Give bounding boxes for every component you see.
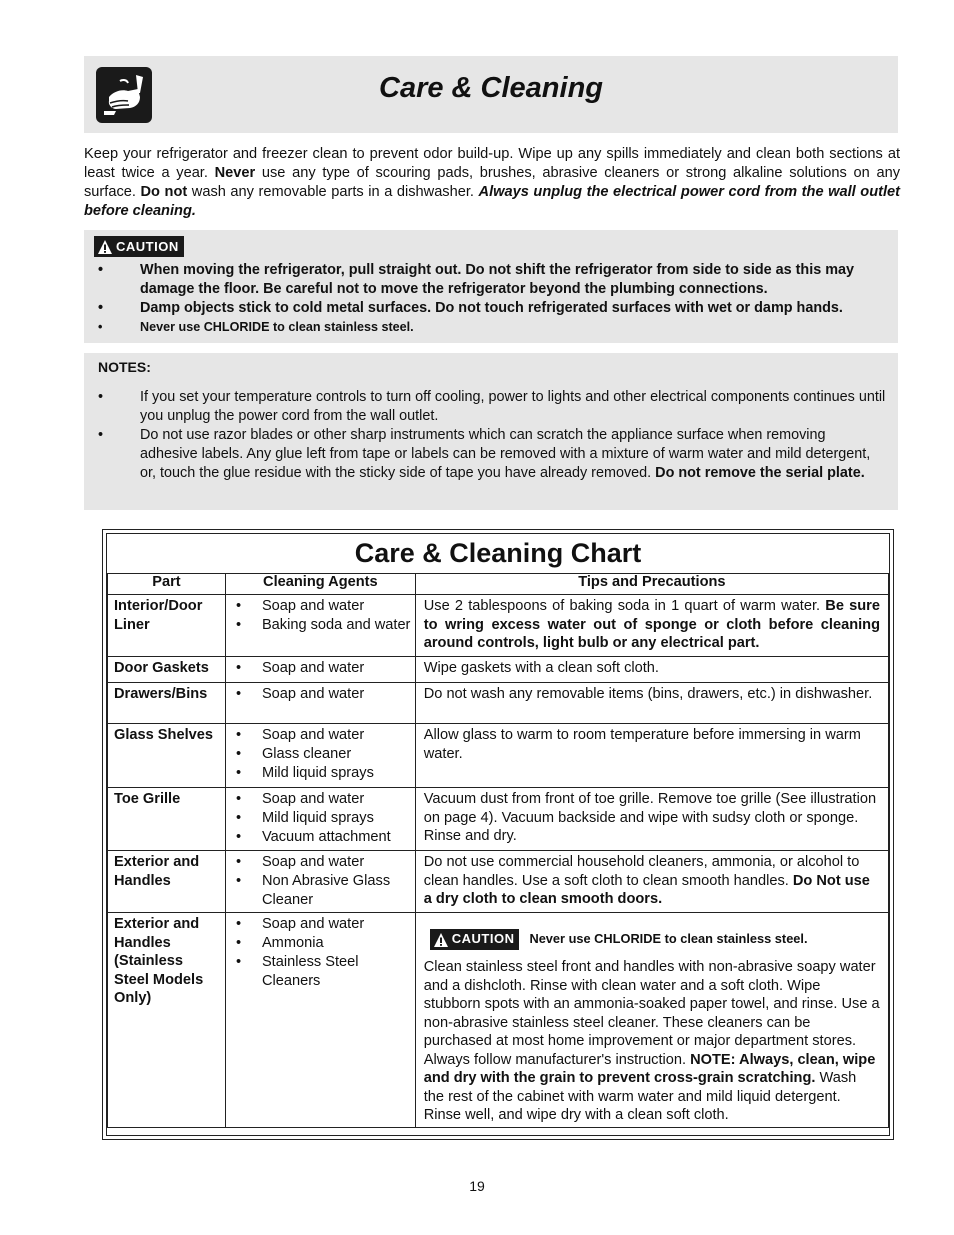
caution-item: • When moving the refrigerator, pull straight out. Do not shift the refrigerator from side to side as this may damage the floor. Be careful not to move the refrigerator beyond the plumbing connections. xyxy=(84,261,898,299)
table-row xyxy=(108,851,889,913)
table-row xyxy=(108,683,889,724)
intro-never: Never xyxy=(214,165,256,181)
agent-item: • Soap and water xyxy=(234,853,411,872)
tips-text: Vacuum dust from front of toe grille. Remove toe grille (See illustration on page 4). Vacuum backside and wipe with sudsy cloth or sponge. Rinse and dry. xyxy=(423,791,877,844)
intro-paragraph xyxy=(84,145,900,221)
intro-unplug-warning: Always unplug the electrical power cord from the wall outlet before cleaning. xyxy=(84,184,900,219)
agent-item: • Soap and water xyxy=(234,790,411,809)
agent-item: • Baking soda and water xyxy=(234,616,411,635)
caution-list xyxy=(84,261,898,337)
notes-item: • If you set your temperature controls to turn off cooling, power to lights and other electrical components continues until you unplug the power cord from the wall outlet. xyxy=(84,388,898,426)
tips-text: Allow glass to warm to room temperature before immersing in warm water. xyxy=(423,727,861,762)
agent-item: • Soap and water xyxy=(234,915,411,934)
row-agents xyxy=(225,851,415,913)
agent-item: • Non Abrasive Glass Cleaner xyxy=(234,872,411,910)
row-agents xyxy=(225,788,415,851)
caution-badge xyxy=(430,929,520,950)
row-part: Toe Grille xyxy=(108,788,226,851)
column-header-tips: Tips and Precautions xyxy=(415,574,888,595)
table-row xyxy=(108,913,889,1128)
tips-bold: Be sure to wring excess water out of sponge or cloth before cleaning around controls, light bulb or any electrical part. xyxy=(423,598,880,651)
page-title: Care & Cleaning xyxy=(379,72,603,104)
intro-text: use any type of scouring pads, brushes, abrasive cleaners or strong alkaline solutions on any surface. xyxy=(84,165,900,200)
stainless-caution xyxy=(424,929,880,950)
intro-text: wash any removable parts in a dishwasher. xyxy=(187,184,479,200)
table-row xyxy=(108,724,889,788)
agent-item: • Stainless Steel Cleaners xyxy=(234,953,411,991)
tips-bold: Do Not use a dry cloth to clean smooth doors. xyxy=(423,872,870,907)
chart-title: Care & Cleaning Chart xyxy=(354,538,642,568)
row-agents xyxy=(225,724,415,788)
caution-box xyxy=(84,230,898,343)
row-part: Drawers/Bins xyxy=(108,683,226,724)
caution-note: Never use CHLORIDE to clean stainless steel. xyxy=(529,931,808,947)
row-agents xyxy=(225,683,415,724)
caution-badge xyxy=(94,236,184,257)
column-header-part: Part xyxy=(108,574,226,595)
row-tips xyxy=(415,851,888,913)
tips-text: Do not wash any removable items (bins, drawers, etc.) in dishwasher. xyxy=(423,686,873,702)
row-part: Door Gaskets xyxy=(108,657,226,683)
row-tips xyxy=(415,913,888,1128)
agent-item: • Mild liquid sprays xyxy=(234,809,411,828)
notes-list xyxy=(84,388,898,483)
tips-text: Wash the rest of the cabinet with warm water and mild liquid detergent. Rinse well, and wipe dry with a clean soft cloth. xyxy=(423,1070,857,1123)
row-agents xyxy=(225,913,415,1128)
care-cleaning-chart xyxy=(102,529,894,1140)
header-band xyxy=(84,56,898,133)
tips-bold: NOTE: Always, clean, wipe and dry with the grain to prevent cross-grain scratching. xyxy=(423,1051,876,1086)
agent-item: • Mild liquid sprays xyxy=(234,764,411,783)
table-row xyxy=(108,657,889,683)
notes-title: NOTES: xyxy=(98,359,151,375)
chart-table xyxy=(107,573,889,1128)
row-tips xyxy=(415,788,888,851)
table-header-row xyxy=(108,574,889,595)
row-tips xyxy=(415,657,888,683)
tips-text: Use 2 tablespoons of baking soda in 1 quart of warm water. xyxy=(423,598,826,614)
row-part: Glass Shelves xyxy=(108,724,226,788)
tips-text: Clean stainless steel front and handles with non-abrasive soapy water and a dishcloth. Rinse with clean water and a soft cloth. Wipe stubborn spots with an ammonia-soaked paper towel, and rinse. Use a non-abrasive stainless steel cleaner. These cleaners can be purchased at most home improvement or major department stores. Always follow manufacturer's instruction. xyxy=(423,959,880,1068)
tips-text: Wipe gaskets with a clean soft cloth. xyxy=(423,660,659,676)
warning-triangle-icon xyxy=(97,239,113,255)
row-part: Exterior and Handles (Stainless Steel Models Only) xyxy=(108,913,226,1128)
agent-item: • Ammonia xyxy=(234,934,411,953)
notes-box xyxy=(84,353,898,510)
row-agents xyxy=(225,595,415,657)
agent-item: • Soap and water xyxy=(234,685,411,704)
agent-item: • Soap and water xyxy=(234,597,411,616)
caution-item: • Never use CHLORIDE to clean stainless steel. xyxy=(84,318,898,337)
caution-badge-label: CAUTION xyxy=(116,239,179,254)
caution-item: • Damp objects stick to cold metal surfaces. Do not touch refrigerated surfaces with wet or damp hands. xyxy=(84,299,898,318)
notes-item-bold: Do not remove the serial plate. xyxy=(655,465,865,481)
row-agents xyxy=(225,657,415,683)
intro-do-not: Do not xyxy=(140,184,188,200)
table-row xyxy=(108,595,889,657)
row-tips xyxy=(415,595,888,657)
notes-item xyxy=(84,426,898,483)
agent-item: • Soap and water xyxy=(234,726,411,745)
warning-triangle-icon xyxy=(433,932,449,948)
agent-item: • Vacuum attachment xyxy=(234,828,411,847)
caution-badge-label: CAUTION xyxy=(451,931,515,947)
row-part: Interior/Door Liner xyxy=(108,595,226,657)
row-tips xyxy=(415,683,888,724)
intro-text: Keep your refrigerator and freezer clean to prevent odor build-up. Wipe up any spills immediately and clean both sections at least twice a year. xyxy=(84,146,900,181)
chart-inner-border xyxy=(106,533,890,1136)
agent-item: • Soap and water xyxy=(234,659,411,678)
notes-item-text: Do not use razor blades or other sharp instruments which can scratch the appliance surface when removing adhesive labels. Any glue left from tape or labels can be removed with a mixture of warm water and mild detergent, or, touch the glue residue with the sticky side of tape you have already removed. xyxy=(140,427,871,481)
tips-text: Do not use commercial household cleaners, ammonia, or alcohol to clean handles. Use a soft cloth to clean smooth handles. xyxy=(423,854,860,889)
table-row xyxy=(108,788,889,851)
row-tips xyxy=(415,724,888,788)
page-number: 19 xyxy=(469,1178,485,1194)
agent-item: • Glass cleaner xyxy=(234,745,411,764)
column-header-agents: Cleaning Agents xyxy=(225,574,415,595)
row-part: Exterior and Handles xyxy=(108,851,226,913)
